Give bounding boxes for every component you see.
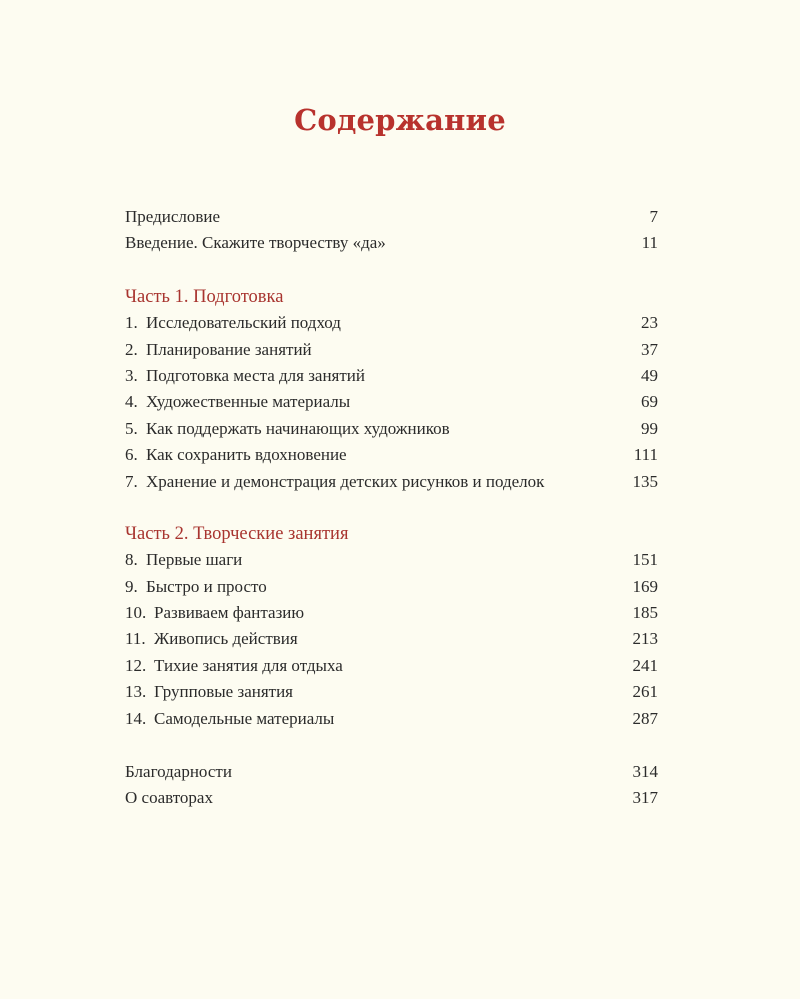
toc-entry-label: Развиваем фантазию [154, 603, 305, 623]
chapter-number: 12. [125, 655, 147, 675]
toc-entry-page: 7 [649, 207, 658, 226]
toc-entry-page: 49 [641, 365, 658, 385]
toc-entry-page: 151 [632, 550, 658, 570]
toc-chapter-8[interactable] [125, 547, 658, 573]
toc-entry-introduction[interactable] [125, 230, 658, 256]
chapter-number: 5. [125, 418, 138, 438]
toc-entry-page: 11 [641, 233, 658, 253]
chapter-number: 14. [125, 708, 147, 728]
chapter-number: 6. [125, 445, 138, 465]
toc-entry-page: 185 [632, 603, 658, 623]
toc-chapter-7[interactable] [125, 469, 658, 495]
chapter-number: 8. [125, 550, 138, 570]
toc-entry-label: Художественные материалы [146, 392, 351, 412]
page-title: Содержание [294, 103, 506, 137]
toc-chapter-13[interactable] [125, 679, 658, 705]
part-1-heading[interactable]: Часть 1. Подготовка [125, 286, 284, 307]
toc-entry-label: Живопись действия [154, 629, 298, 649]
toc-chapter-2[interactable] [125, 337, 658, 363]
spacer [125, 495, 658, 521]
toc-entry-about-authors[interactable] [125, 785, 658, 811]
chapter-number: 4. [125, 392, 138, 412]
chapter-number: 2. [125, 339, 138, 359]
toc-chapter-11[interactable] [125, 626, 658, 652]
chapter-number: 7. [125, 471, 138, 491]
chapter-number: 1. [125, 313, 138, 333]
toc-entry-preface[interactable] [125, 204, 658, 230]
toc-entry-page: 111 [633, 445, 658, 465]
toc-entry-acknowledgements[interactable] [125, 759, 658, 785]
toc-chapter-12[interactable] [125, 653, 658, 679]
toc-entry-label: Подготовка места для занятий [146, 365, 365, 385]
toc-entry-label: Введение. Скажите творчеству «да» [125, 233, 386, 253]
toc-entry-page: 169 [632, 576, 658, 596]
toc-entry-page: 99 [641, 418, 658, 438]
toc-chapter-10[interactable] [125, 600, 658, 626]
toc-entry-page: 69 [641, 392, 658, 412]
toc-entry-page: 37 [641, 339, 658, 359]
toc-entry-page: 213 [632, 629, 658, 649]
toc-chapter-6[interactable] [125, 442, 658, 468]
toc-chapter-9[interactable] [125, 574, 658, 600]
chapter-number: 13. [125, 682, 147, 702]
toc-entry-page: 241 [632, 655, 658, 675]
toc-chapter-1[interactable] [125, 310, 658, 336]
toc-entry-label: Групповые занятия [154, 682, 293, 702]
spacer [125, 732, 658, 759]
toc-chapter-14[interactable] [125, 706, 658, 732]
toc-entry-page: 23 [641, 313, 658, 333]
toc-entry-label: Предисловие [125, 207, 221, 226]
toc-entry-label: Самодельные материалы [154, 708, 335, 728]
chapter-number: 3. [125, 365, 138, 385]
spacer [125, 257, 658, 284]
toc-chapter-3[interactable] [125, 363, 658, 389]
toc-chapter-5[interactable] [125, 416, 658, 442]
toc-entry-label: Благодарности [125, 762, 232, 782]
toc-entry-label: Как сохранить вдохновение [146, 445, 347, 465]
chapter-number: 10. [125, 603, 147, 623]
table-of-contents [125, 204, 658, 812]
toc-entry-page: 261 [632, 682, 658, 702]
part-2-heading[interactable]: Часть 2. Творческие занятия [125, 523, 349, 544]
toc-entry-label: Быстро и просто [146, 576, 267, 596]
toc-entry-page: 135 [632, 471, 658, 491]
chapter-number: 11. [125, 629, 146, 649]
toc-entry-label: Хранение и демонстрация детских рисунков и поделок [146, 471, 545, 491]
toc-entry-label: Тихие занятия для отдыха [154, 655, 343, 675]
toc-entry-page: 287 [632, 708, 658, 728]
toc-entry-label: О соавторах [125, 788, 213, 808]
toc-chapter-4[interactable] [125, 389, 658, 415]
toc-entry-label: Исследовательский подход [146, 313, 341, 333]
toc-entry-label: Первые шаги [146, 550, 243, 570]
chapter-number: 9. [125, 576, 138, 596]
toc-entry-page: 317 [632, 788, 658, 808]
toc-entry-label: Как поддержать начинающих художников [146, 418, 450, 438]
toc-entry-label: Планирование занятий [146, 339, 312, 359]
toc-entry-page: 314 [632, 762, 658, 782]
